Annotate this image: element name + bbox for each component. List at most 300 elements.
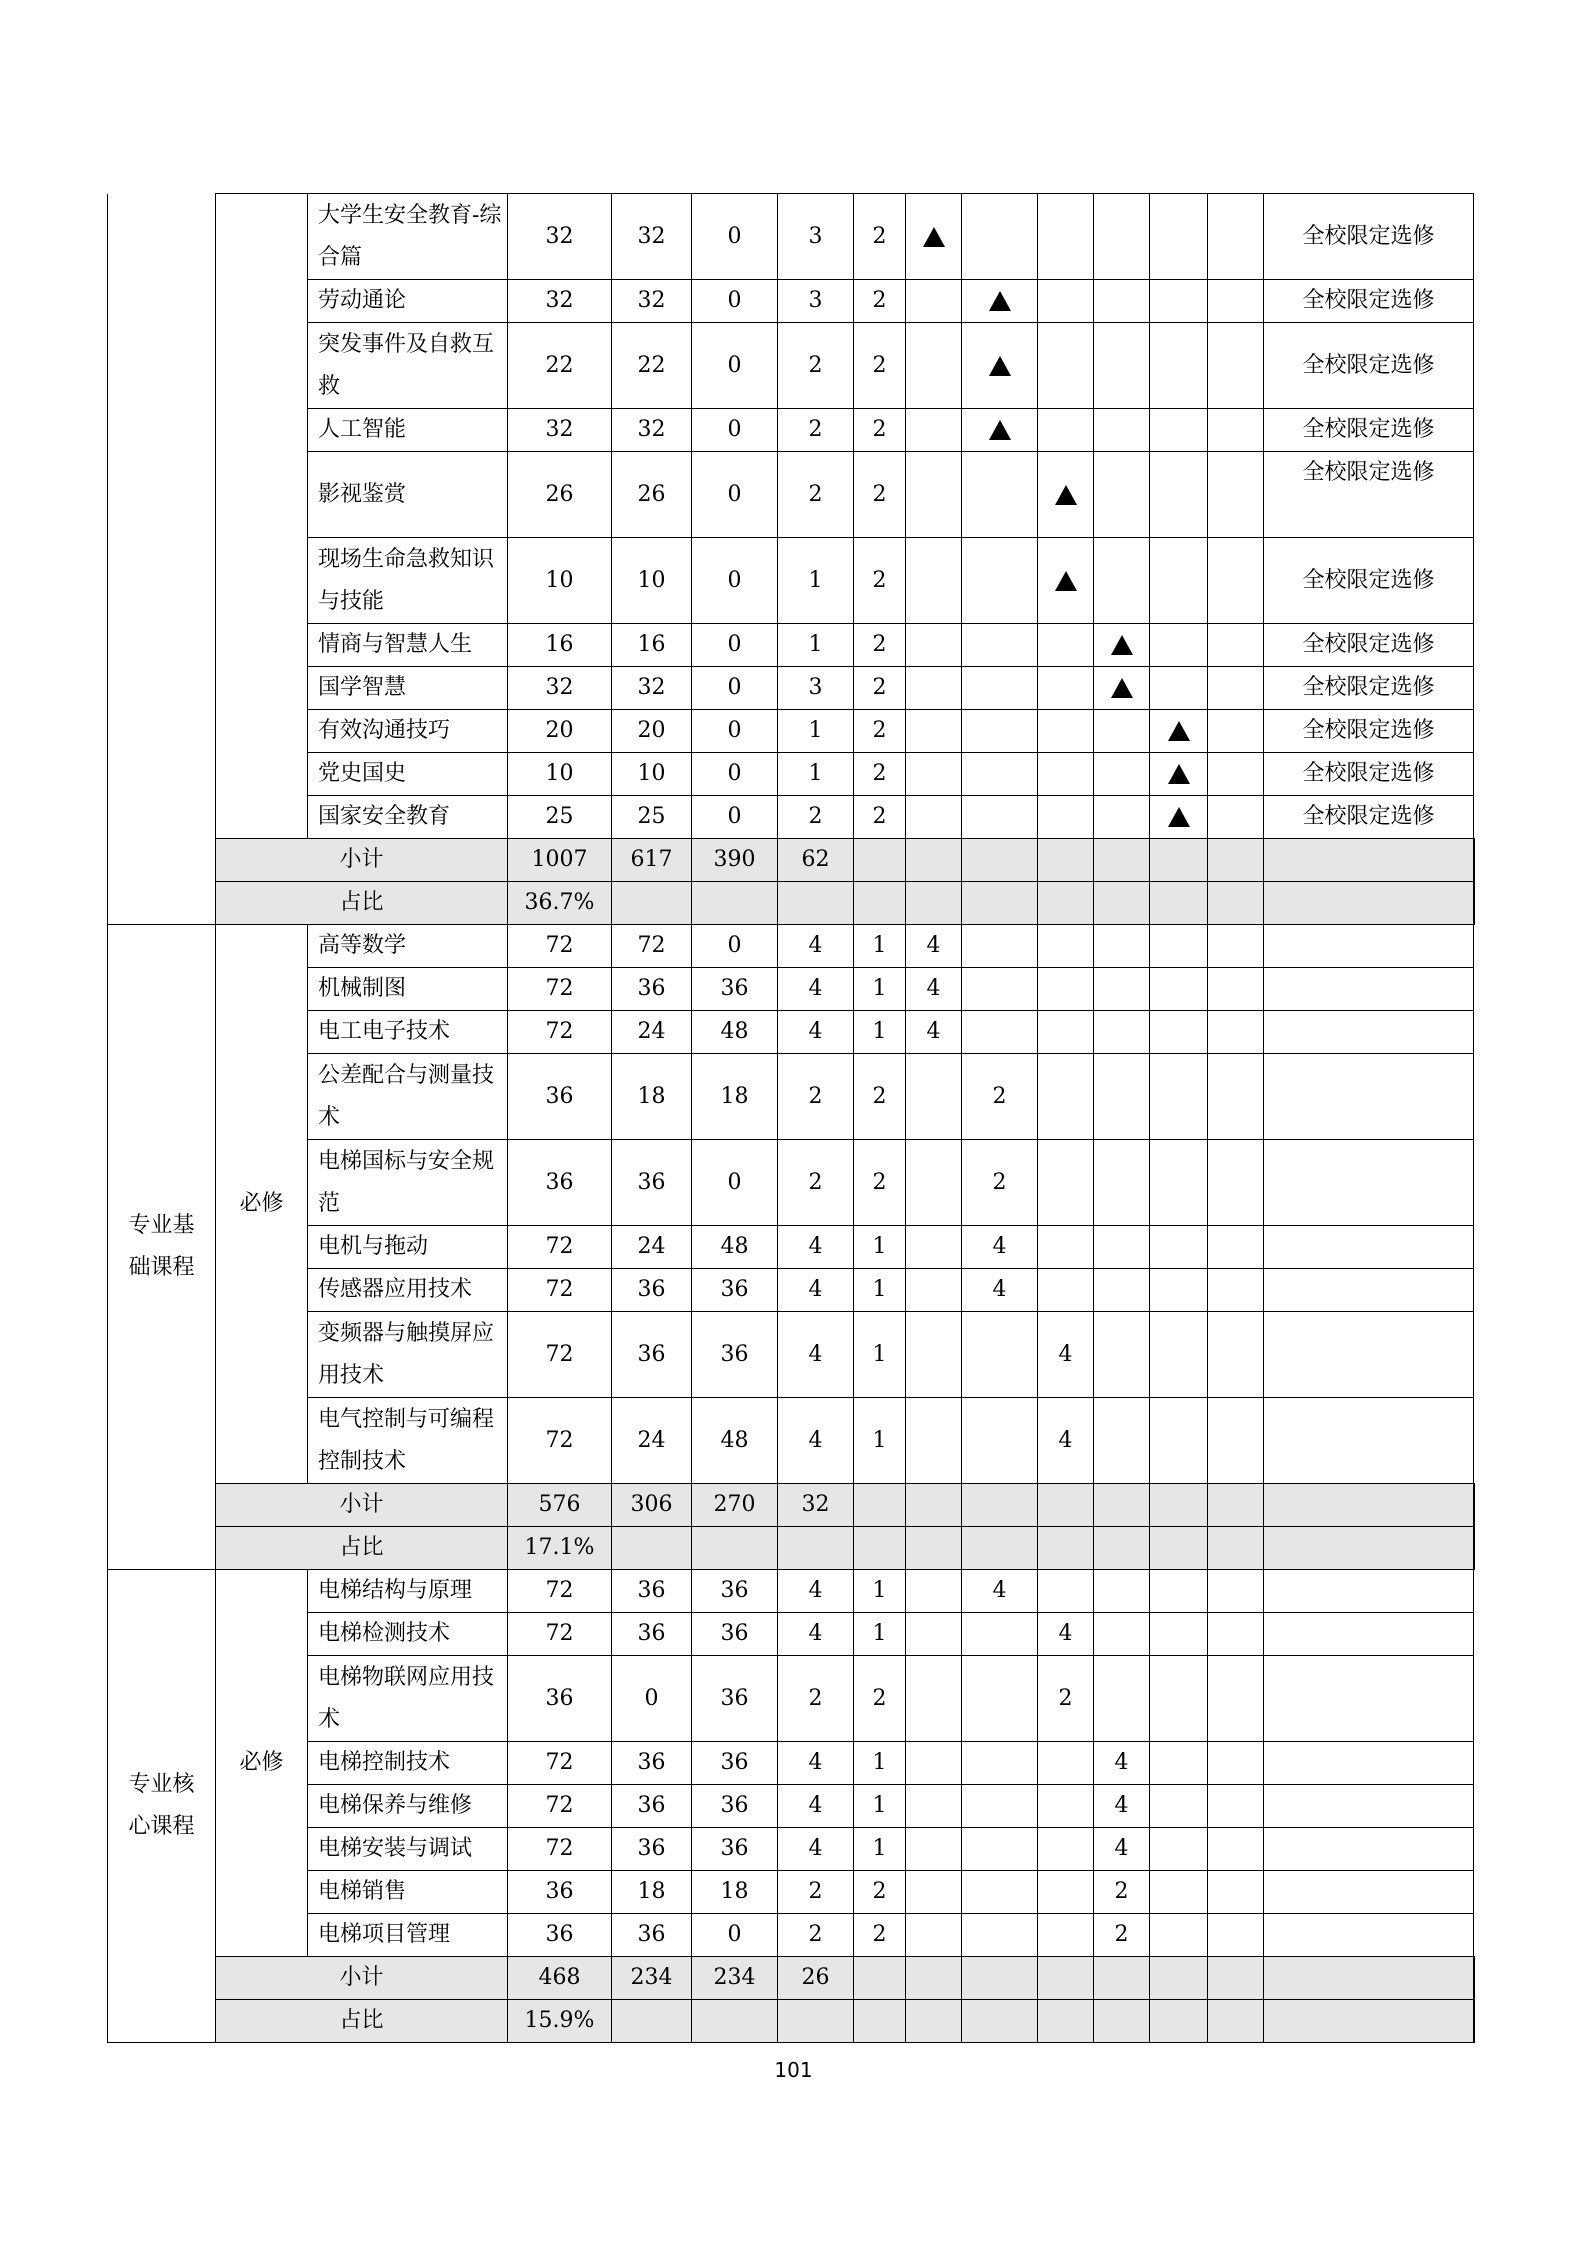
semester-cell (1094, 753, 1150, 796)
ratio-empty (906, 882, 962, 925)
semester-cell (906, 624, 962, 667)
ratio-value: 36.7% (508, 882, 612, 925)
total-cell: 26 (508, 452, 612, 538)
credits-cell: 4 (778, 1312, 854, 1398)
total-cell: 36 (508, 1656, 612, 1742)
theory-cell: 36 (612, 1828, 692, 1871)
semester-cell (1094, 1613, 1150, 1656)
practice-cell: 48 (692, 1226, 778, 1269)
semester-cell: 4 (1094, 1828, 1150, 1871)
ratio-remark (1474, 2000, 1475, 2043)
course-name: 大学生安全教育-综合篇 (308, 194, 508, 280)
total-cell: 32 (508, 194, 612, 280)
course-name: 情商与智慧人生 (308, 624, 508, 667)
semester-cell (1094, 925, 1150, 968)
credits-cell: 2 (778, 1914, 854, 1957)
subtotal-empty (962, 839, 1038, 882)
total-cell: 36 (508, 1054, 612, 1140)
ratio-empty (1150, 1527, 1208, 1570)
semester-cell (1038, 1742, 1094, 1785)
semester-cell (906, 323, 962, 409)
semester-cell (1150, 409, 1208, 452)
assess-cell: 1 (854, 1570, 906, 1613)
semester-cell (1208, 538, 1264, 624)
credits-cell: 4 (778, 1828, 854, 1871)
semester-cell (1038, 538, 1094, 624)
semester-cell (1150, 280, 1208, 323)
practice-cell: 36 (692, 1312, 778, 1398)
subtotal-credits: 32 (778, 1484, 854, 1527)
total-cell: 10 (508, 753, 612, 796)
semester-cell (1038, 1140, 1094, 1226)
total-cell: 72 (508, 1312, 612, 1398)
course-name: 公差配合与测量技术 (308, 1054, 508, 1140)
remark-cell (1264, 1656, 1474, 1742)
remark-cell: 全校限定选修 (1264, 452, 1474, 538)
semester-cell: 4 (1094, 1742, 1150, 1785)
semester-cell: 4 (906, 968, 962, 1011)
credits-cell: 4 (778, 1011, 854, 1054)
table-row (108, 1914, 1475, 1957)
assess-cell: 1 (854, 1269, 906, 1312)
semester-cell (1094, 323, 1150, 409)
subtotal-practice: 234 (692, 1957, 778, 2000)
subtotal-empty (1038, 1484, 1094, 1527)
semester-cell (1208, 1828, 1264, 1871)
subtotal-empty (1038, 1957, 1094, 2000)
practice-cell: 0 (692, 667, 778, 710)
black-triangle-icon (1111, 678, 1133, 698)
remark-cell: 全校限定选修 (1264, 710, 1474, 753)
semester-cell (1208, 968, 1264, 1011)
theory-cell: 18 (612, 1054, 692, 1140)
table-row (108, 968, 1475, 1011)
semester-cell (1038, 667, 1094, 710)
course-name: 电梯销售 (308, 1871, 508, 1914)
practice-cell: 36 (692, 1785, 778, 1828)
practice-cell: 0 (692, 624, 778, 667)
semester-cell: 4 (906, 1011, 962, 1054)
semester-cell (1150, 624, 1208, 667)
table-row (108, 280, 1475, 323)
practice-cell: 0 (692, 753, 778, 796)
subtotal-label: 小计 (216, 1957, 508, 2000)
semester-cell: 4 (1038, 1613, 1094, 1656)
practice-cell: 36 (692, 1613, 778, 1656)
assess-cell: 2 (854, 1914, 906, 1957)
assess-cell: 1 (854, 1011, 906, 1054)
ratio-empty (778, 1527, 854, 1570)
semester-cell (906, 409, 962, 452)
assess-cell: 1 (854, 1785, 906, 1828)
semester-cell (1038, 1011, 1094, 1054)
semester-cell (1038, 452, 1094, 538)
semester-cell (906, 1871, 962, 1914)
table-row (108, 1011, 1475, 1054)
semester-cell (962, 968, 1038, 1011)
semester-cell (1038, 925, 1094, 968)
semester-cell (1208, 1914, 1264, 1957)
ratio-label: 占比 (216, 2000, 508, 2043)
semester-cell (1150, 1312, 1208, 1398)
assess-cell: 1 (854, 1742, 906, 1785)
ratio-empty (1150, 2000, 1208, 2043)
semester-cell (906, 1613, 962, 1656)
semester-cell (1150, 1054, 1208, 1140)
table-row (108, 323, 1475, 409)
subtotal-label: 小计 (216, 839, 508, 882)
remark-cell (1264, 925, 1474, 968)
ratio-empty (906, 1527, 962, 1570)
credits-cell: 4 (778, 1613, 854, 1656)
semester-cell: 4 (1094, 1785, 1150, 1828)
ratio-empty (1038, 2000, 1094, 2043)
subtotal-row (108, 839, 1475, 882)
total-cell: 72 (508, 1269, 612, 1312)
table-row (108, 753, 1475, 796)
subtotal-row (108, 1484, 1475, 1527)
practice-cell: 36 (692, 1828, 778, 1871)
practice-cell: 36 (692, 1742, 778, 1785)
ratio-empty (692, 1527, 778, 1570)
remark-cell (1264, 1312, 1474, 1398)
practice-cell: 0 (692, 409, 778, 452)
subtotal-total: 1007 (508, 839, 612, 882)
table-row (108, 194, 1475, 280)
total-cell: 72 (508, 1398, 612, 1484)
total-cell: 36 (508, 1871, 612, 1914)
semester-cell (962, 1398, 1038, 1484)
theory-cell: 22 (612, 323, 692, 409)
assess-cell: 2 (854, 1871, 906, 1914)
theory-cell: 16 (612, 624, 692, 667)
course-name: 电梯物联网应用技术 (308, 1656, 508, 1742)
credits-cell: 2 (778, 1054, 854, 1140)
theory-cell: 36 (612, 1914, 692, 1957)
total-cell: 32 (508, 409, 612, 452)
assess-cell: 2 (854, 452, 906, 538)
remark-cell (1264, 1742, 1474, 1785)
semester-cell (1038, 1054, 1094, 1140)
course-name: 国学智慧 (308, 667, 508, 710)
course-table (107, 193, 1475, 2043)
table-row (108, 1140, 1475, 1226)
semester-cell (1150, 796, 1208, 839)
semester-cell (1150, 968, 1208, 1011)
assess-cell: 2 (854, 409, 906, 452)
semester-cell (1094, 796, 1150, 839)
remark-cell (1264, 1226, 1474, 1269)
total-cell: 72 (508, 1828, 612, 1871)
total-cell: 72 (508, 968, 612, 1011)
semester-cell (1150, 753, 1208, 796)
remark-cell (1264, 968, 1474, 1011)
semester-cell (1208, 452, 1264, 538)
requirement-cell (216, 194, 308, 839)
remark-cell (1264, 1871, 1474, 1914)
semester-cell (1094, 1140, 1150, 1226)
assess-cell: 1 (854, 1828, 906, 1871)
practice-cell: 0 (692, 710, 778, 753)
subtotal-empty (1094, 1957, 1150, 2000)
credits-cell: 2 (778, 1871, 854, 1914)
theory-cell: 32 (612, 194, 692, 280)
semester-cell: 4 (962, 1269, 1038, 1312)
practice-cell: 0 (692, 1140, 778, 1226)
practice-cell: 0 (692, 194, 778, 280)
theory-cell: 36 (612, 1613, 692, 1656)
semester-cell (1150, 1656, 1208, 1742)
semester-cell (1208, 925, 1264, 968)
credits-cell: 2 (778, 323, 854, 409)
subtotal-remark (1474, 1484, 1475, 1527)
subtotal-empty (962, 1957, 1038, 2000)
ratio-empty (854, 2000, 906, 2043)
remark-cell: 全校限定选修 (1264, 194, 1474, 280)
semester-cell (1094, 1269, 1150, 1312)
table-row (108, 1871, 1475, 1914)
semester-cell (1150, 925, 1208, 968)
semester-cell: 4 (1038, 1398, 1094, 1484)
semester-cell (906, 1269, 962, 1312)
ratio-row (108, 1527, 1475, 1570)
semester-cell (1038, 1914, 1094, 1957)
category-cell (108, 194, 216, 925)
semester-cell (962, 1785, 1038, 1828)
practice-cell: 0 (692, 1914, 778, 1957)
semester-cell (1094, 538, 1150, 624)
semester-cell (962, 1656, 1038, 1742)
semester-cell (906, 1785, 962, 1828)
table-row (108, 452, 1475, 538)
semester-cell (1208, 1570, 1264, 1613)
semester-cell (906, 452, 962, 538)
semester-cell (906, 1742, 962, 1785)
semester-cell (962, 624, 1038, 667)
ratio-empty (778, 882, 854, 925)
total-cell: 72 (508, 1613, 612, 1656)
theory-cell: 24 (612, 1226, 692, 1269)
credits-cell: 4 (778, 1785, 854, 1828)
subtotal-empty (854, 1957, 906, 2000)
subtotal-remark (1474, 839, 1475, 882)
remark-cell (1264, 1269, 1474, 1312)
semester-cell (906, 1398, 962, 1484)
assess-cell: 1 (854, 1398, 906, 1484)
semester-cell (1150, 1785, 1208, 1828)
semester-cell (1208, 1871, 1264, 1914)
semester-cell (1208, 1140, 1264, 1226)
subtotal-credits: 26 (778, 1957, 854, 2000)
semester-cell: 4 (1038, 1312, 1094, 1398)
credits-cell: 3 (778, 194, 854, 280)
semester-cell (962, 1613, 1038, 1656)
semester-cell (1150, 1011, 1208, 1054)
ratio-empty (692, 2000, 778, 2043)
semester-cell (1208, 323, 1264, 409)
semester-cell: 4 (906, 925, 962, 968)
subtotal-empty (1150, 1484, 1208, 1527)
semester-cell (962, 452, 1038, 538)
semester-cell (962, 710, 1038, 753)
ratio-empty (1038, 882, 1094, 925)
semester-cell (1094, 452, 1150, 538)
assess-cell: 2 (854, 624, 906, 667)
credits-cell: 1 (778, 753, 854, 796)
remark-cell (1264, 1785, 1474, 1828)
practice-cell: 0 (692, 925, 778, 968)
total-cell: 72 (508, 1570, 612, 1613)
semester-cell (962, 538, 1038, 624)
table-row (108, 1226, 1475, 1269)
ratio-empty (612, 1527, 692, 1570)
remark-cell (1264, 1054, 1474, 1140)
semester-cell (1038, 194, 1094, 280)
semester-cell (1038, 710, 1094, 753)
assess-cell: 2 (854, 1140, 906, 1226)
course-name: 电梯结构与原理 (308, 1570, 508, 1613)
semester-cell (1094, 280, 1150, 323)
assess-cell: 2 (854, 1656, 906, 1742)
semester-cell (962, 667, 1038, 710)
semester-cell (1208, 280, 1264, 323)
remark-cell: 全校限定选修 (1264, 796, 1474, 839)
total-cell: 72 (508, 1742, 612, 1785)
subtotal-empty (1150, 839, 1208, 882)
credits-cell: 4 (778, 925, 854, 968)
ratio-empty (1150, 882, 1208, 925)
credits-cell: 2 (778, 1656, 854, 1742)
total-cell: 32 (508, 280, 612, 323)
remark-cell: 全校限定选修 (1264, 624, 1474, 667)
practice-cell: 0 (692, 452, 778, 538)
semester-cell (1208, 710, 1264, 753)
ratio-empty (1094, 2000, 1150, 2043)
semester-cell (1150, 194, 1208, 280)
semester-cell (1150, 1871, 1208, 1914)
semester-cell: 4 (962, 1226, 1038, 1269)
semester-cell (1038, 1828, 1094, 1871)
table-row (108, 624, 1475, 667)
theory-cell: 32 (612, 280, 692, 323)
semester-cell (1038, 323, 1094, 409)
ratio-value: 15.9% (508, 2000, 612, 2043)
subtotal-empty (906, 839, 962, 882)
credits-cell: 4 (778, 1398, 854, 1484)
semester-cell (1150, 1613, 1208, 1656)
table-row (108, 1656, 1475, 1742)
table-row (108, 1398, 1475, 1484)
ratio-empty (1208, 1527, 1264, 1570)
theory-cell: 36 (612, 1312, 692, 1398)
black-triangle-icon (923, 227, 945, 247)
total-cell: 72 (508, 1785, 612, 1828)
ratio-empty (612, 2000, 692, 2043)
semester-cell (1038, 968, 1094, 1011)
total-cell: 10 (508, 538, 612, 624)
semester-cell (1038, 1785, 1094, 1828)
ratio-empty (612, 882, 692, 925)
remark-cell (1264, 1398, 1474, 1484)
black-triangle-icon (1168, 764, 1190, 784)
assess-cell: 2 (854, 667, 906, 710)
semester-cell (1094, 1570, 1150, 1613)
subtotal-empty (1264, 839, 1474, 882)
semester-cell (962, 1312, 1038, 1398)
subtotal-empty (1150, 1957, 1208, 2000)
assess-cell: 2 (854, 1054, 906, 1140)
total-cell: 25 (508, 796, 612, 839)
ratio-empty (962, 1527, 1038, 1570)
semester-cell (962, 925, 1038, 968)
semester-cell (1094, 409, 1150, 452)
credits-cell: 2 (778, 1140, 854, 1226)
table-row (108, 538, 1475, 624)
semester-cell (906, 753, 962, 796)
semester-cell (1208, 624, 1264, 667)
category-cell: 专业基础课程 (108, 925, 216, 1570)
subtotal-empty (1094, 839, 1150, 882)
remark-cell: 全校限定选修 (1264, 323, 1474, 409)
ratio-value: 17.1% (508, 1527, 612, 1570)
semester-cell (962, 1828, 1038, 1871)
credits-cell: 1 (778, 710, 854, 753)
semester-cell (1094, 1011, 1150, 1054)
semester-cell (1038, 409, 1094, 452)
practice-cell: 0 (692, 323, 778, 409)
table-row (108, 710, 1475, 753)
semester-cell (962, 1011, 1038, 1054)
assess-cell: 2 (854, 323, 906, 409)
semester-cell (1038, 796, 1094, 839)
semester-cell (1150, 1398, 1208, 1484)
semester-cell (1208, 1011, 1264, 1054)
ratio-row (108, 882, 1475, 925)
semester-cell (1208, 1398, 1264, 1484)
semester-cell: 2 (962, 1140, 1038, 1226)
table-row (108, 1613, 1475, 1656)
black-triangle-icon (1168, 721, 1190, 741)
credits-cell: 2 (778, 796, 854, 839)
course-name: 传感器应用技术 (308, 1269, 508, 1312)
semester-cell (1094, 1226, 1150, 1269)
ratio-label: 占比 (216, 882, 508, 925)
semester-cell (1038, 280, 1094, 323)
practice-cell: 0 (692, 538, 778, 624)
remark-cell (1264, 1613, 1474, 1656)
course-name: 电梯项目管理 (308, 1914, 508, 1957)
table-row (108, 667, 1475, 710)
theory-cell: 36 (612, 1269, 692, 1312)
semester-cell (1038, 753, 1094, 796)
page-number: 101 (774, 2058, 813, 2082)
total-cell: 72 (508, 1011, 612, 1054)
course-name: 人工智能 (308, 409, 508, 452)
credits-cell: 1 (778, 538, 854, 624)
ratio-empty (962, 2000, 1038, 2043)
subtotal-total: 576 (508, 1484, 612, 1527)
credits-cell: 3 (778, 667, 854, 710)
semester-cell (1094, 1656, 1150, 1742)
total-cell: 16 (508, 624, 612, 667)
semester-cell (962, 796, 1038, 839)
assess-cell: 1 (854, 1312, 906, 1398)
semester-cell (1208, 1785, 1264, 1828)
semester-cell (1094, 194, 1150, 280)
semester-cell (1094, 1312, 1150, 1398)
black-triangle-icon (989, 356, 1011, 376)
assess-cell: 2 (854, 710, 906, 753)
